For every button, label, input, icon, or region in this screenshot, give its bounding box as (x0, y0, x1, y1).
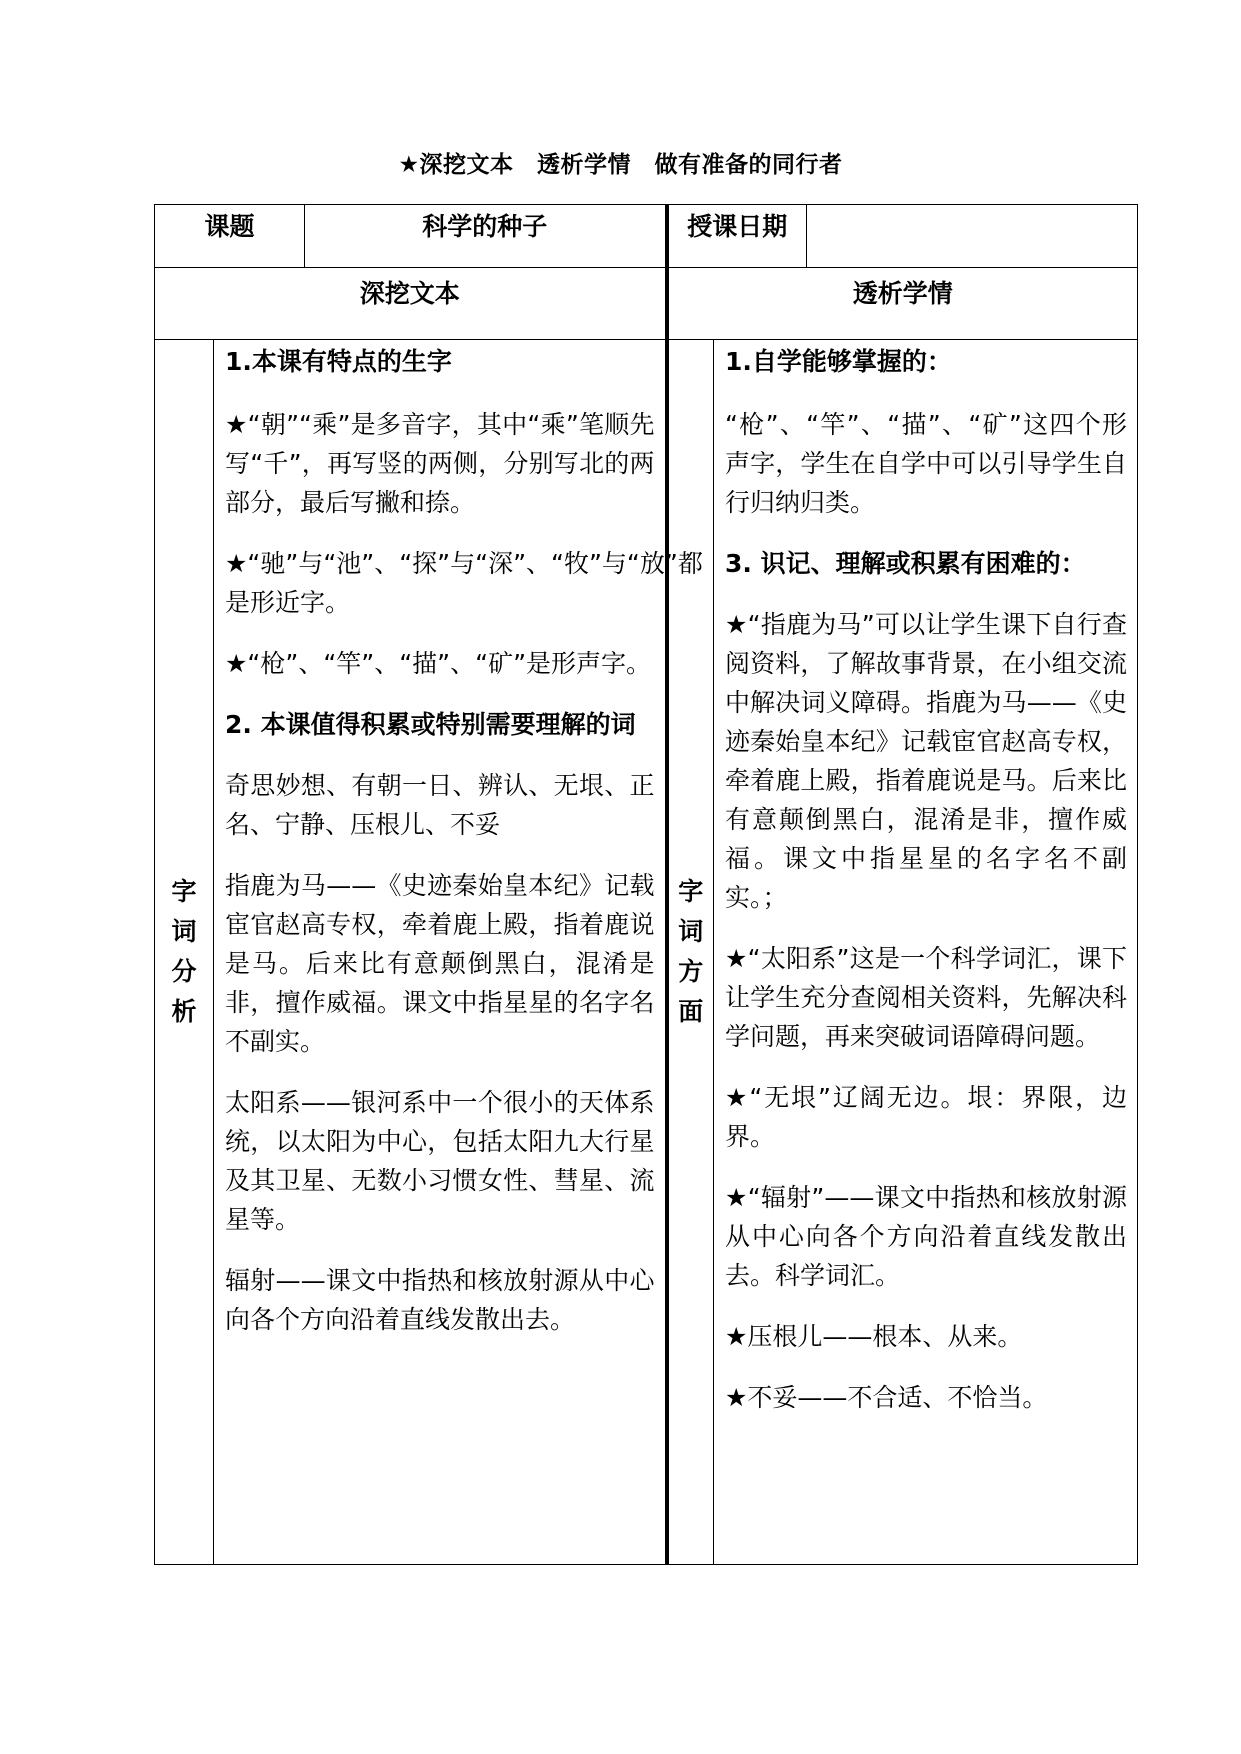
left-side-label: 字 词 分 析 (155, 340, 214, 1565)
right-paragraph: “枪”、“竿”、“描”、“矿”这四个形声字，学生在自学中可以引导学生自行归纳归类。 (725, 410, 1128, 517)
right-paragraph: ★压根儿——根本、从来。 (725, 1322, 1023, 1351)
right-paragraph: ★不妥——不合适、不恰当。 (725, 1383, 1048, 1412)
right-side-label: 字 词 方 面 (667, 340, 714, 1565)
right-content (714, 340, 1138, 1565)
date-label: 授课日期 (667, 205, 807, 268)
right-paragraph: ★“辐射”——课文中指热和核放射源从中心向各个方向沿着直线发散出去。科学词汇。 (725, 1183, 1128, 1290)
left-paragraph: 奇思妙想、有朝一日、辨认、无垠、正名、宁静、压根儿、不妥 (225, 771, 655, 839)
right-heading-3: 3. 识记、理解或积累有困难的： (725, 549, 1086, 578)
lesson-plan-table (154, 204, 1138, 1565)
document-title: ★深挖文本 透析学情 做有准备的同行者 (398, 152, 843, 178)
left-column-header: 深挖文本 (155, 268, 667, 340)
right-heading-1: 1.自学能够掌握的： (725, 347, 952, 376)
left-paragraph: ★“朝”“乘”是多音字，其中“乘”笔顺先写“千”，再写竖的两侧，分别写北的两部分，最后写撇和捺。 (225, 410, 655, 517)
right-paragraph: ★“指鹿为马”可以让学生课下自行查阅资料，了解故事背景，在小组交流中解决词义障碍。指鹿为马——《史迹秦始皇本纪》记载宦官赵高专权，牵着鹿上殿，指着鹿说是马。后来比有意颠倒黑白，混淆是非，擅作威福。课文中指星星的名字名不副实。； (725, 610, 1128, 912)
right-paragraph: ★“无垠”辽阔无边。垠：界限，边界。 (725, 1083, 1128, 1151)
topic-label: 课题 (155, 205, 305, 268)
right-paragraph: ★“太阳系”这是一个科学词汇，课下让学生充分查阅相关资料，先解决科学问题，再来突破词语障碍问题。 (725, 944, 1128, 1051)
left-paragraph: ★“驰”与“池”、“探”与“深”、“牧”与“放”都是形近字。 (225, 549, 703, 617)
left-paragraph: ★“枪”、“竿”、“描”、“矿”是形声字。 (225, 649, 652, 678)
left-heading-1: 1.本课有特点的生字 (225, 347, 452, 376)
right-column-header: 透析学情 (667, 268, 1138, 340)
left-heading-2: 2. 本课值得积累或特别需要理解的词 (225, 710, 636, 739)
left-paragraph: 辐射——课文中指热和核放射源从中心向各个方向沿着直线发散出去。 (225, 1266, 655, 1334)
topic-value: 科学的种子 (305, 205, 667, 268)
left-paragraph: 太阳系——银河系中一个很小的天体系统，以太阳为中心，包括太阳九大行星及其卫星、无数小习惯女性、彗星、流星等。 (225, 1088, 655, 1234)
left-paragraph: 指鹿为马——《史迹秦始皇本纪》记载宦官赵高专权，牵着鹿上殿，指着鹿说是马。后来比有意颠倒黑白，混淆是非，擅作威福。课文中指星星的名字名不副实。 (225, 871, 655, 1056)
date-value (807, 205, 1138, 268)
